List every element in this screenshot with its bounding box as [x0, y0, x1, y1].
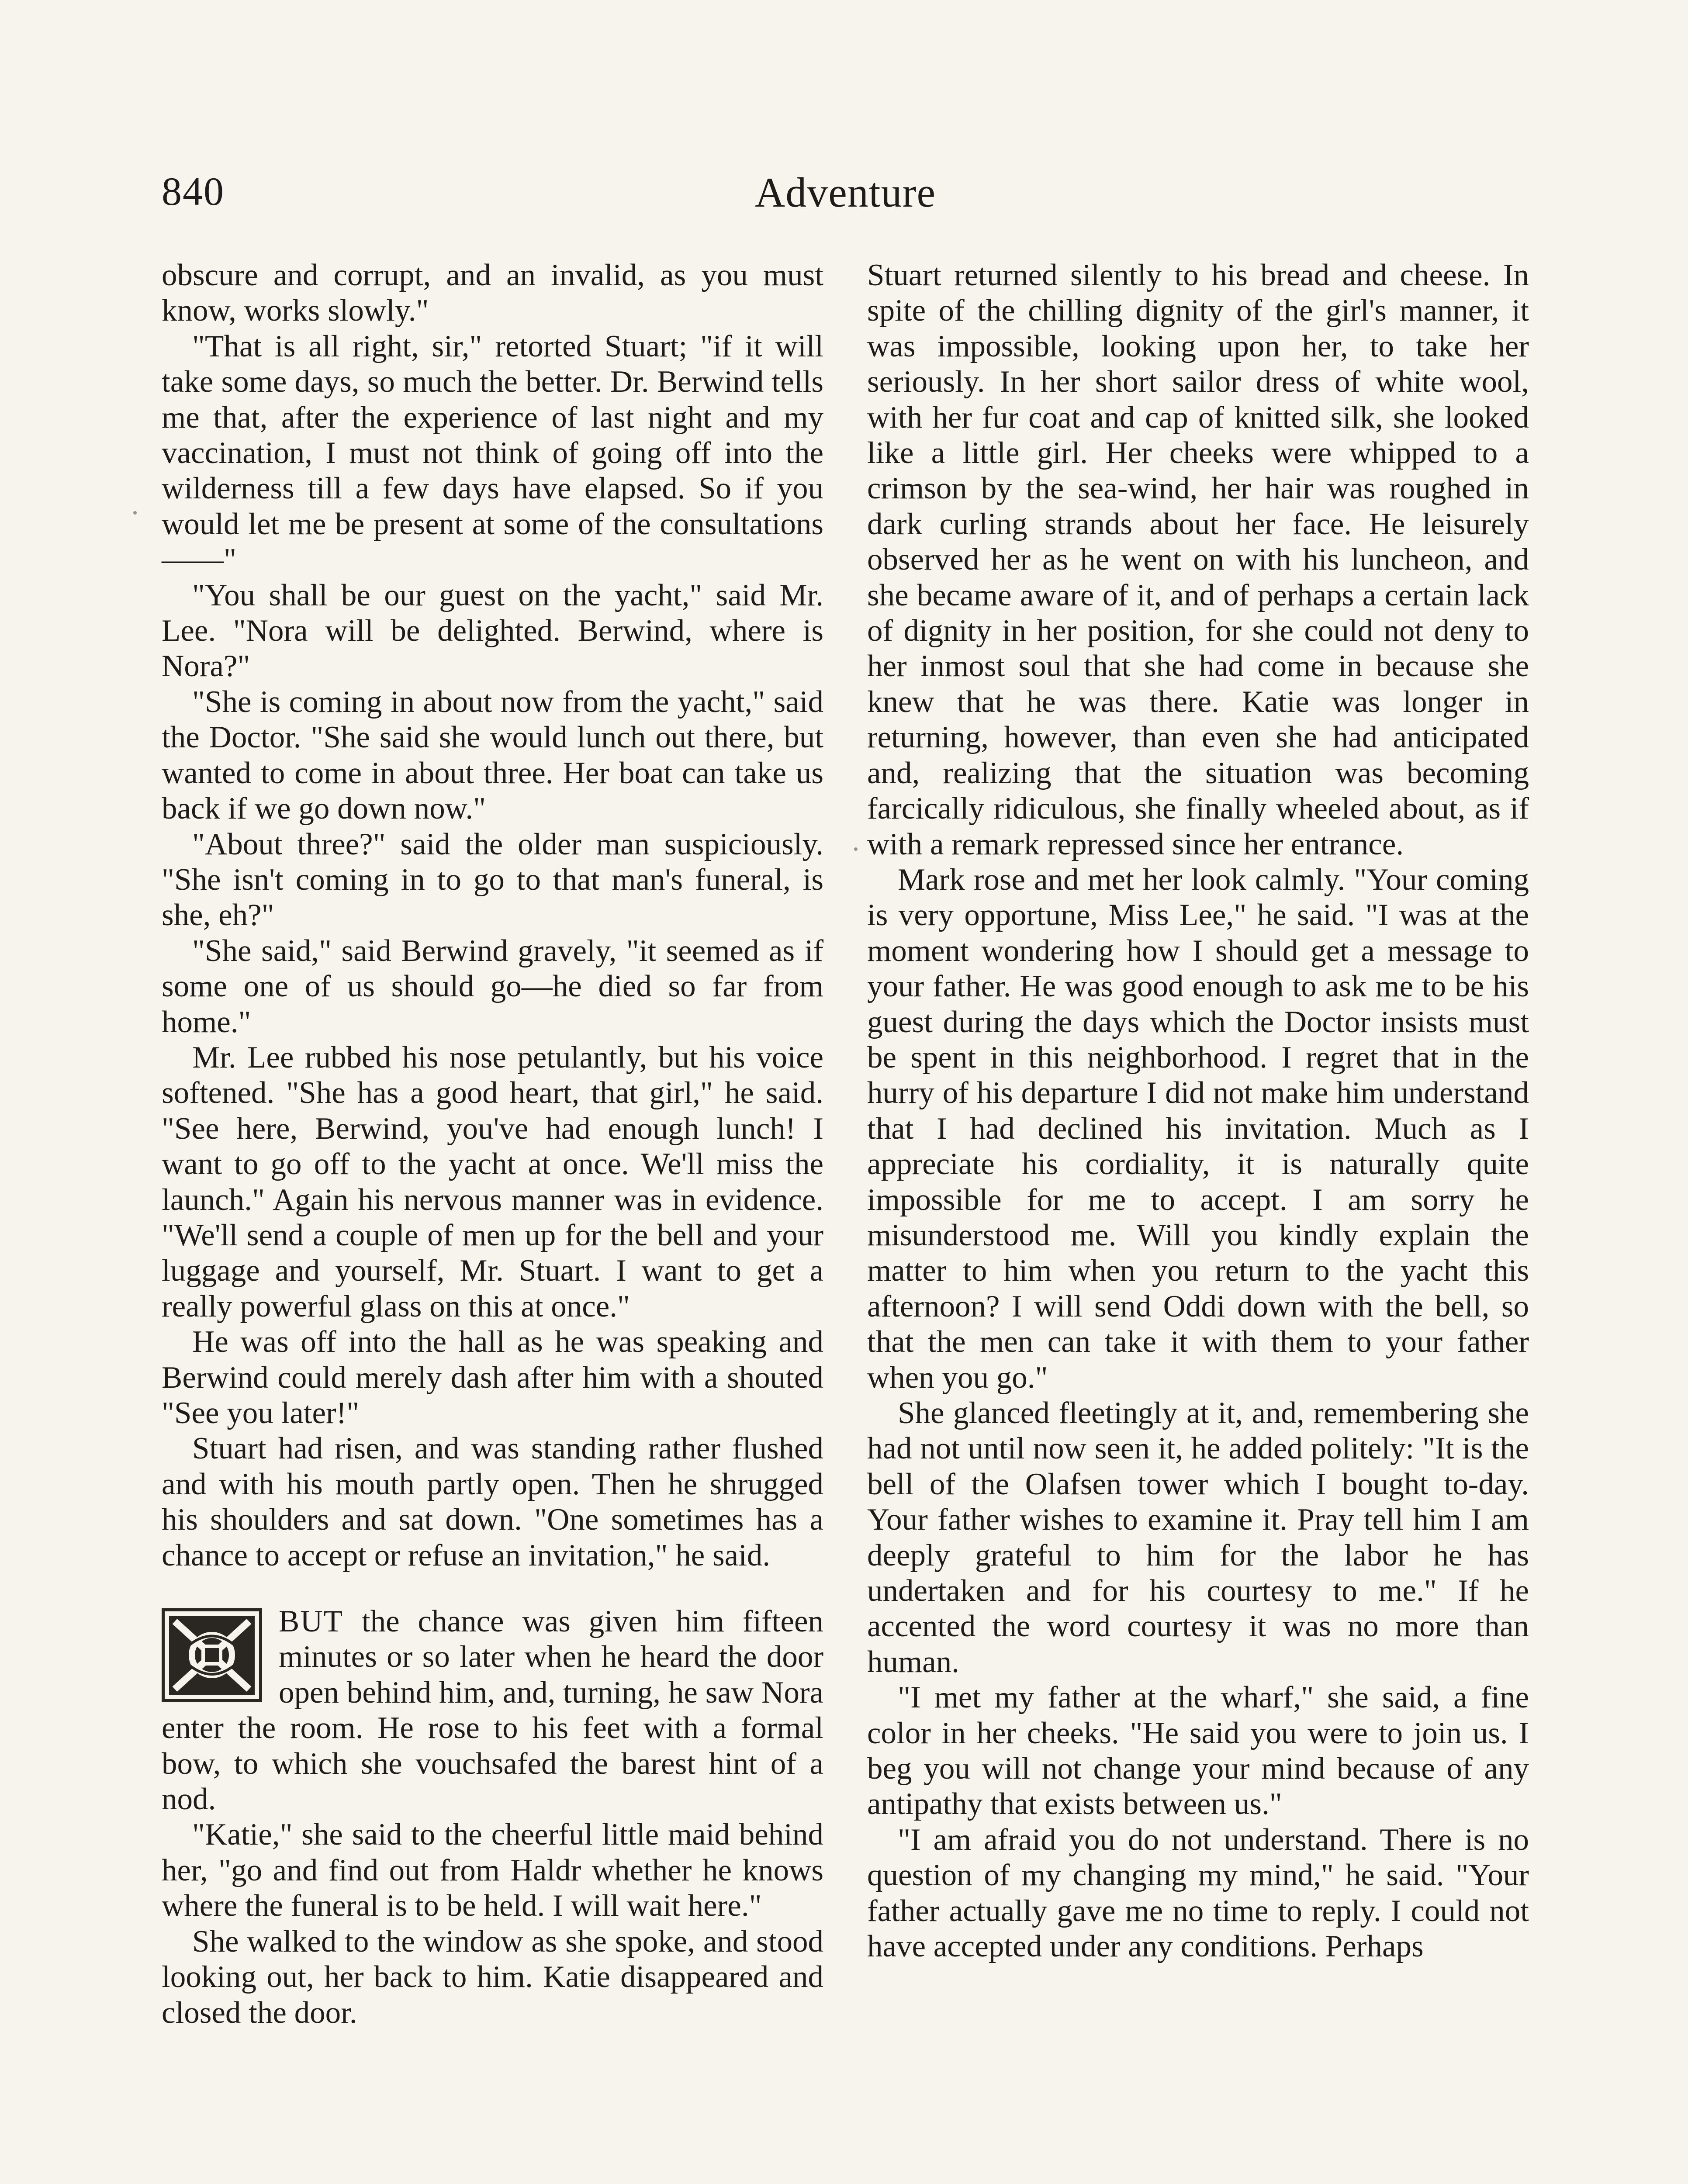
paragraph: He was off into the hall as he was speaking and Berwind could merely dash after him with a shouted "See you later!"	[162, 1325, 823, 1430]
left-column-paragraphs	[162, 258, 823, 1573]
lead-paragraph-text: the chance was given him fifteen minutes or so later when he heard the door open behind him, and, turning, he saw Nora enter the room. He rose to his feet with a formal bow, to which she vouchsafed the barest hint of a nod.	[162, 1604, 823, 1817]
lead-word: BUT	[279, 1604, 343, 1639]
paragraph: "I am afraid you do not understand. There is no question of my changing my mind," he said. "Your father actually gave me no time to reply. I could not have accepted under any conditions. Perhaps	[867, 1822, 1529, 1964]
paragraph: She walked to the window as she spoke, and stood looking out, her back to him. Katie disappeared and closed the door.	[162, 1924, 823, 2030]
paragraph: Stuart had risen, and was standing rather flushed and with his mouth partly open. Then he shrugged his shoulders and sat down. "One sometimes has a chance to accept or refuse an invitation," he said.	[162, 1431, 823, 1572]
section-break	[162, 1573, 823, 1604]
paragraph: "Katie," she said to the cheerful little maid behind her, "go and find out from Haldr whether he knows where the funeral is to be held. I will wait here."	[162, 1818, 823, 1923]
paragraph: Mark rose and met her look calmly. "Your coming is very opportune, Miss Lee," he said. "I was at the moment wondering how I should get a message to your father. He was good enough to ask me to be his guest during the days which the Doctor insists must be spent in this neighborhood. I regret that in the hurry of his departure I did not make him understand that I had declined his invitation. Much as I appreciate his cordiality, it is naturally quite impossible for me to accept. I am sorry he misunderstood me. Will you kindly explain the matter to him when you return to the yacht this afternoon? I will send Oddi down with the bell, so that the men can take it with them to your father when you go."	[867, 862, 1529, 1395]
paragraph: "I met my father at the wharf," she said, a fine color in her cheeks. "He said you were to join us. I beg you will not change your mind because of any antipathy that exists between us."	[867, 1680, 1529, 1821]
left-column-paragraphs-after	[162, 1817, 823, 2030]
left-column	[162, 258, 823, 2031]
paragraph: "That is all right, sir," retorted Stuart; "if it will take some days, so much the better. Dr. Berwind tells me that, after the experience of last night and my vaccination, I must not think of going off into the wilderness till a few days have elapsed. So if you would let me be present at some of the consultations——"	[162, 329, 823, 577]
paragraph: Mr. Lee rubbed his nose petulantly, but his voice softened. "She has a good heart, that girl," he said. "See here, Berwind, you've had enough lunch! I want to go off to the yacht at once. We'll miss the launch." Again his nervous manner was in evidence. "We'll send a couple of men up for the bell and your luggage and yourself, Mr. Stuart. I want to get a really powerful glass on this at once."	[162, 1040, 823, 1324]
paragraph: Stuart returned silently to his bread and cheese. In spite of the chilling dignity of the girl's manner, it was impossible, looking upon her, to take her seriously. In her short sailor dress of white wool, with her fur coat and cap of knitted silk, she looked like a little girl. Her cheeks were whipped to a crimson by the sea-wind, her hair was roughed in dark curling strands about her face. He leisurely observed her as he went on with his luncheon, and she became aware of it, and of perhaps a certain lack of dignity in her position, for she could not deny to her inmost soul that she had come in because she knew that he was there. Katie was longer in returning, however, than even she had anticipated and, realizing that the situation was becoming farcically ridiculous, she finally wheeled about, as if with a remark repressed since her entrance.	[867, 258, 1529, 861]
section-lead-paragraph	[162, 1604, 823, 1817]
paragraph: She glanced fleetingly at it, and, remembering she had not until now seen it, he added politely: "It is the bell of the Olafsen tower which I bought to-day. Your father wishes to examine it. Pray tell him I am deeply grateful to him for the labor he has undertaken and for his courtesy to me." If he accented the word courtesy it was no more than human.	[867, 1396, 1529, 1679]
paragraph: "You shall be our guest on the yacht," said Mr. Lee. "Nora will be delighted. Berwind, where is Nora?"	[162, 578, 823, 684]
page-number: 840	[162, 169, 225, 214]
celtic-knot-ornament-icon	[162, 1608, 262, 1702]
paragraph: obscure and corrupt, and an invalid, as you must know, works slowly."	[162, 258, 823, 328]
right-column	[867, 258, 1529, 1965]
paragraph: "She is coming in about now from the yacht," said the Doctor. "She said she would lunch out there, but wanted to come in about three. Her boat can take us back if we go down now."	[162, 684, 823, 826]
paragraph: "About three?" said the older man suspiciously. "She isn't coming in to go to that man's funeral, is she, eh?"	[162, 827, 823, 933]
running-title: Adventure	[754, 169, 936, 216]
print-speck	[854, 847, 858, 851]
print-speck	[133, 511, 137, 515]
paragraph: "She said," said Berwind gravely, "it seemed as if some one of us should go—he died so far from home."	[162, 933, 823, 1039]
right-column-paragraphs	[867, 258, 1529, 1965]
page-header	[162, 168, 1529, 221]
